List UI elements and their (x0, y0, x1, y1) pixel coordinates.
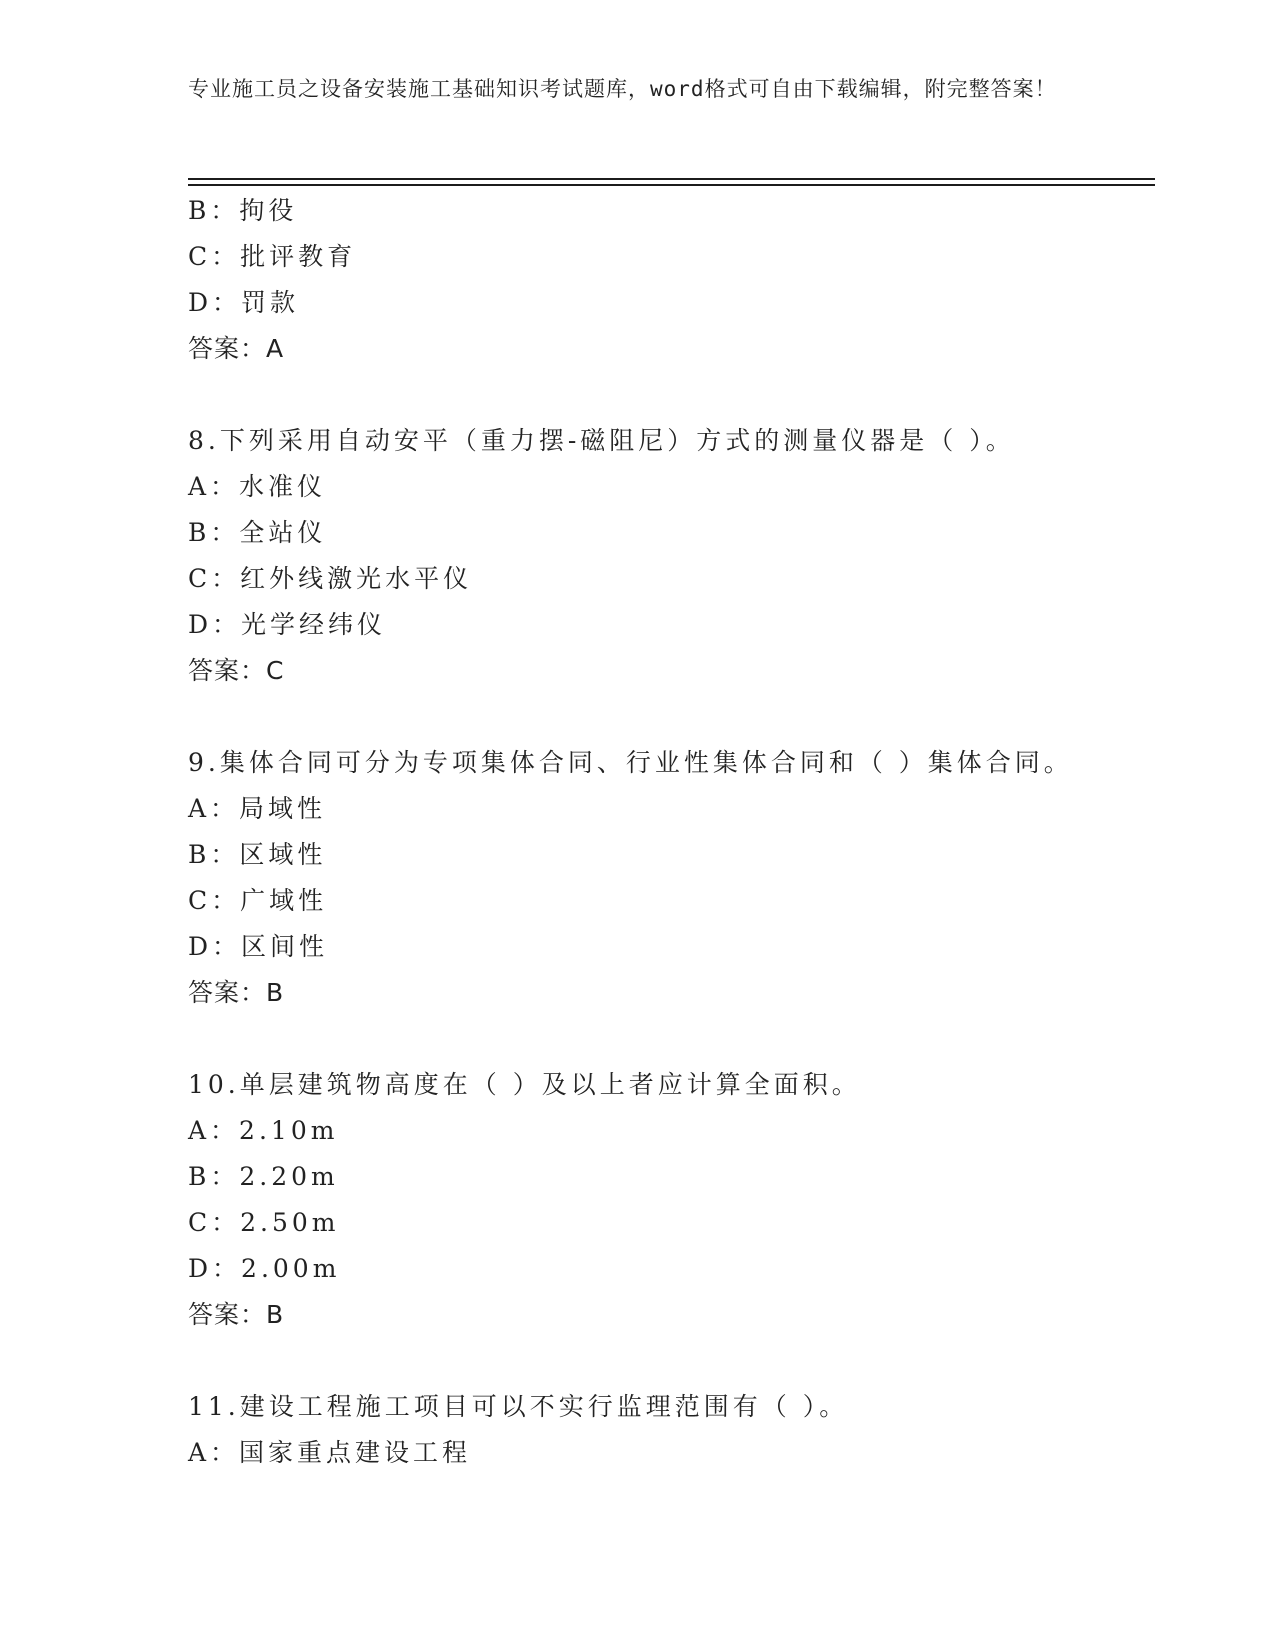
header-rule-top (188, 178, 1155, 180)
option-line: A：2.10m (188, 1116, 339, 1145)
option-line: C：红外线激光水平仪 (188, 564, 473, 593)
header-rule-bottom (188, 184, 1155, 186)
option-line: A：国家重点建设工程 (188, 1438, 472, 1467)
option-line: B：2.20m (188, 1162, 339, 1191)
option-line: A：水准仪 (188, 472, 327, 501)
option-line: D：罚款 (188, 288, 300, 317)
option-line: C：批评教育 (188, 242, 357, 271)
question-content (188, 188, 1155, 1476)
option-line: D：光学经纬仪 (188, 610, 387, 639)
option-line: C：2.50m (188, 1208, 340, 1237)
option-line: D：2.00m (188, 1254, 341, 1283)
option-line: B：拘役 (188, 196, 298, 225)
answer-line: 答案：A (188, 334, 285, 363)
option-line: A：局域性 (188, 794, 327, 823)
question-stem: 11.建设工程施工项目可以不实行监理范围有（ ）。 (188, 1392, 849, 1421)
option-line: B：全站仪 (188, 518, 327, 547)
question-stem: 10.单层建筑物高度在（ ）及以上者应计算全面积。 (188, 1070, 861, 1099)
question-stem: 8.下列采用自动安平（重力摆-磁阻尼）方式的测量仪器是（ ）。 (188, 426, 1015, 455)
option-line: B：区域性 (188, 840, 327, 869)
answer-line: 答案：B (188, 1300, 285, 1329)
document-header: 专业施工员之设备安装施工基础知识考试题库，word格式可自由下载编辑，附完整答案！ (188, 77, 1057, 101)
answer-line: 答案：B (188, 978, 285, 1007)
option-line: D：区间性 (188, 932, 329, 961)
option-line: C：广域性 (188, 886, 328, 915)
question-stem: 9.集体合同可分为专项集体合同、行业性集体合同和（ ）集体合同。 (188, 748, 1073, 777)
answer-line: 答案：C (188, 656, 285, 685)
